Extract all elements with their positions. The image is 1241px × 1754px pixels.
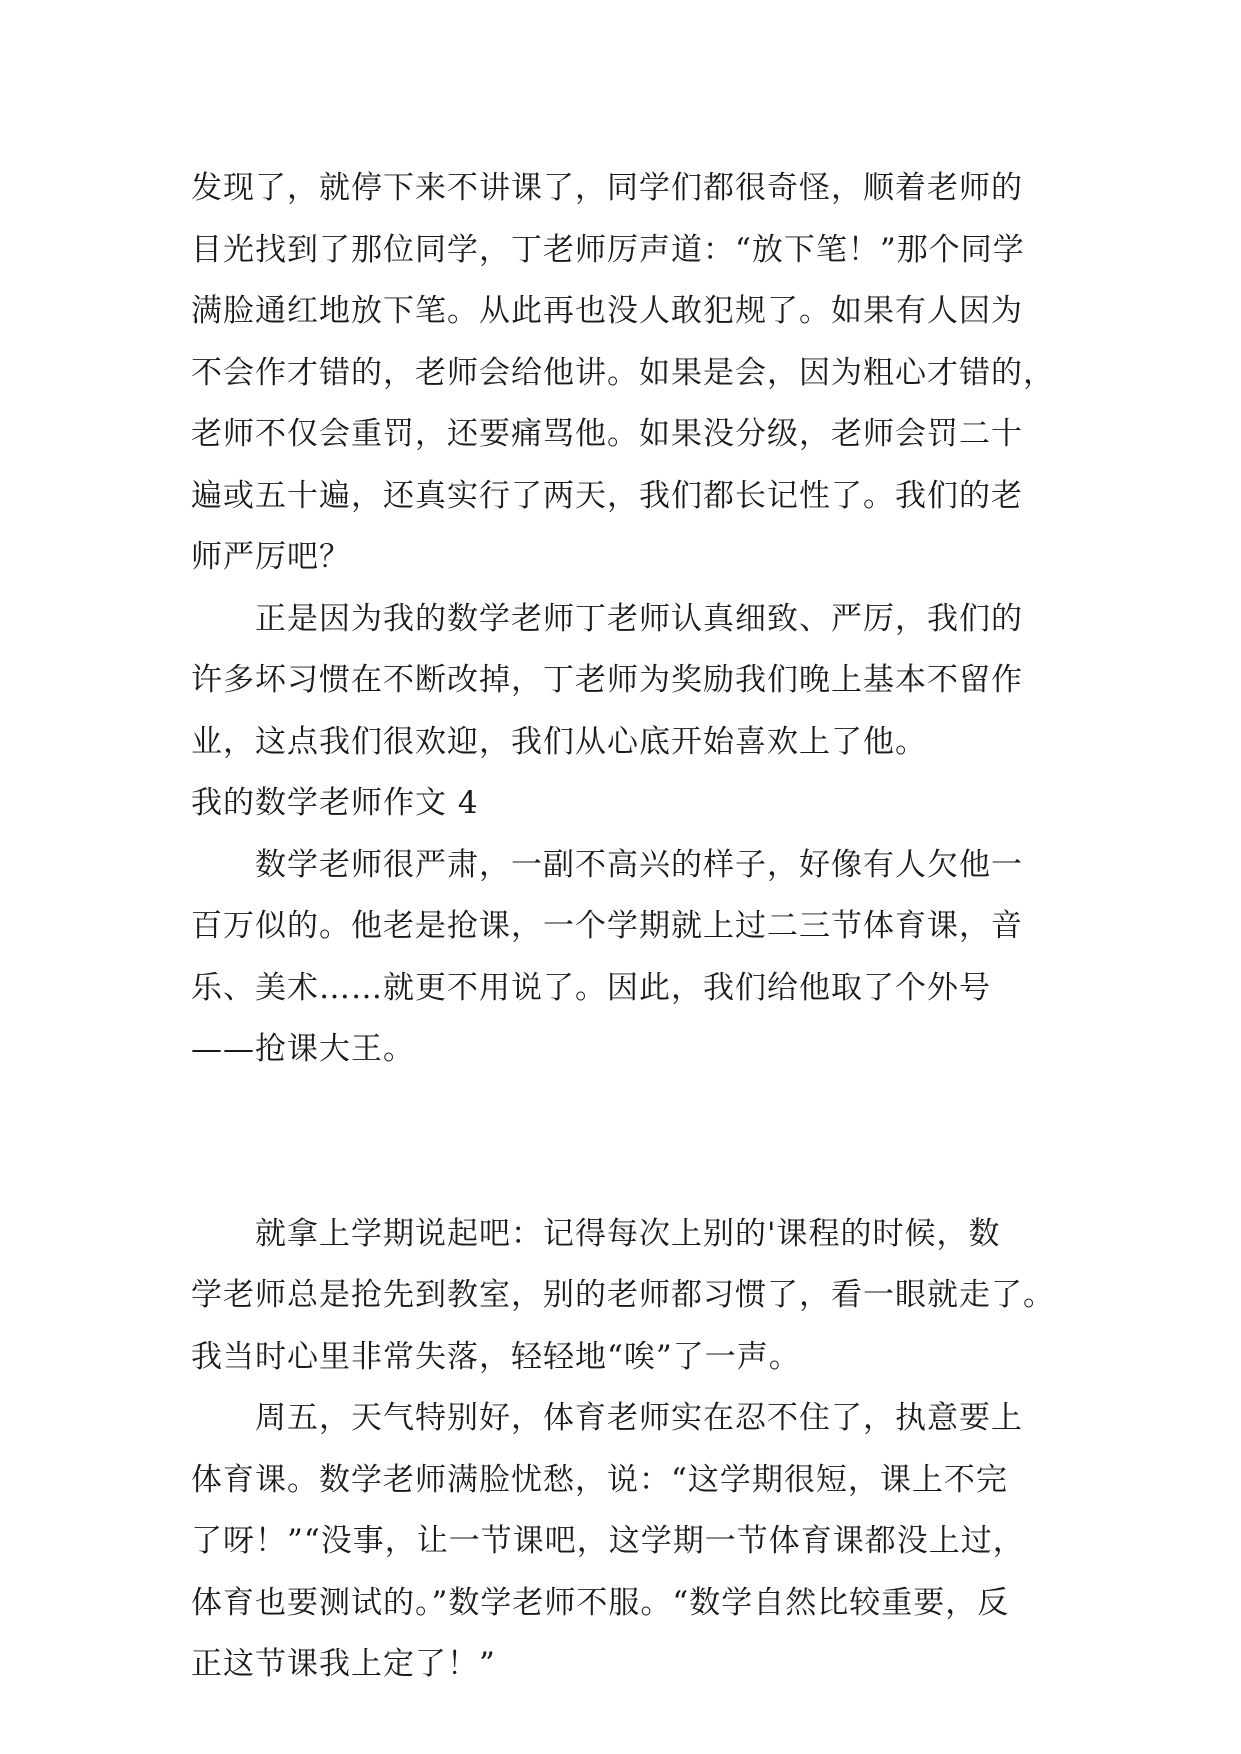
document-body	[191, 158, 1061, 1696]
text-line: 了呀！”“没事，让一节课吧，这学期一节体育课都没上过，	[191, 1523, 1025, 1559]
paragraph-conclusion	[191, 589, 1061, 774]
text-line: 师严厉吧？	[191, 539, 351, 575]
essay-title: 我的数学老师作文 4	[191, 785, 479, 821]
paragraph-continued	[191, 158, 1061, 589]
text-line: 遍或五十遍，还真实行了两天，我们都长记性了。我们的老	[191, 477, 1023, 514]
text-line: 老师不仅会重罚，还要痛骂他。如果没分级，老师会罚二十	[191, 416, 1023, 452]
text-line: 体育也要测试的。”数学老师不服。“数学自然比较重要，反	[191, 1584, 1010, 1621]
text-line: 我当时心里非常失落，轻轻地“唉”了一声。	[191, 1338, 801, 1375]
text-line: 正这节课我上定了！”	[191, 1646, 496, 1682]
text-line: 目光找到了那位同学，丁老师厉声道：“放下笔！”那个同学	[191, 231, 1025, 268]
text-line: 不会作才错的，老师会给他讲。如果是会，因为粗心才错的，	[191, 354, 1055, 391]
text-line: 学老师总是抢先到教室，别的老师都习惯了，看一眼就走了。	[191, 1277, 1055, 1313]
essay4-paragraph-3	[191, 1388, 1061, 1696]
text-line: 百万似的。他老是抢课，一个学期就上过二三节体育课，音	[191, 908, 1023, 944]
text-line: 乐、美术……就更不用说了。因此，我们给他取了个外号	[191, 969, 991, 1006]
essay4-paragraph-2	[191, 1204, 1061, 1389]
text-line: 就拿上学期说起吧：记得每次上别的'课程的时候，数	[255, 1215, 1001, 1252]
text-line: 体育课。数学老师满脸忧愁，说：“这学期很短，课上不完	[191, 1461, 1008, 1498]
text-line: 业，这点我们很欢迎，我们从心底开始喜欢上了他。	[191, 723, 927, 760]
text-line: 周五，天气特别好，体育老师实在忍不住了，执意要上	[255, 1400, 1023, 1436]
text-line: 发现了，就停下来不讲课了，同学们都很奇怪，顺着老师的	[191, 170, 1023, 206]
text-line: 正是因为我的数学老师丁老师认真细致、严厉，我们的	[255, 600, 1023, 637]
text-line: 许多坏习惯在不断改掉，丁老师为奖励我们晚上基本不留作	[191, 662, 1023, 698]
blank-gap	[191, 1081, 1061, 1204]
text-line: ——抢课大王。	[191, 1031, 415, 1067]
essay4-paragraph-1	[191, 835, 1061, 1081]
text-line: 数学老师很严肃，一副不高兴的样子，好像有人欠他一	[255, 846, 1023, 883]
text-line: 满脸通红地放下笔。从此再也没人敢犯规了。如果有人因为	[191, 293, 1023, 329]
